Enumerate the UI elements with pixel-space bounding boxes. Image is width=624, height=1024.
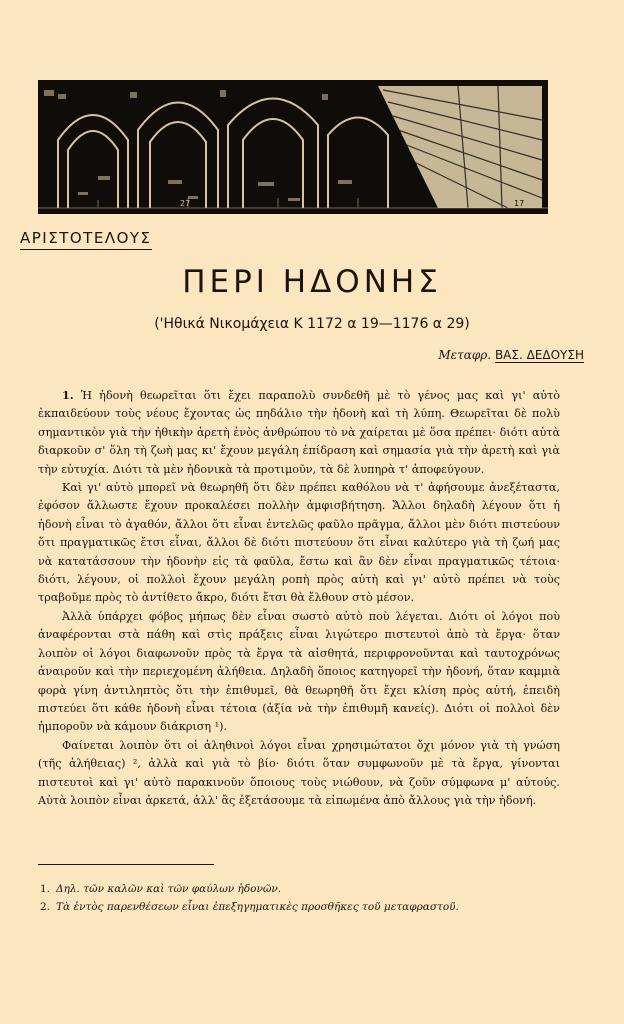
footnote-number: 1.: [40, 883, 51, 895]
author-heading: ΑΡΙΣΤΟΤΕΛΟΥΣ: [20, 229, 152, 250]
paragraph-3: Ἀλλὰ ὑπάρχει φόβος μήπως δὲν εἶναι σωστὸ αὐτὸ ποὺ λέγεται. Διότι οἱ λόγοι ποὺ ἀναφέρονται στὰ πάθη καὶ στὶς πράξεις εἶναι λιγώτερο πιστευτοὶ ἀπὸ τὰ ἔργα· ὅταν λοιπὸν οἱ λόγοι διαφωνοῦν πρὸς τὰ ἔργα τὰ αἰσθητά, περιφρονοῦνται καὶ ταυτοχρόνως ἀναιροῦν καὶ τὴν περιεχομένη ἀλήθεια. Δηλαδὴ ὅποιος κατηγορεῖ τὴν ἡδονή, ὅταν καμμιὰ φορὰ γίνη ἀντιληπτὸς ὅτι τὴν ἐπιθυμεῖ, θὰ θεωρηθῆ ὅτι ἔχει κλίση πρὸς αὐτή, ἐπειδὴ πιστεύει ὅτι κάθε ἡδονὴ εἶναι τέτοια (ἀξία νὰ τὴν ἐπιθυμῆ κανείς). Διότι οἱ πολλοὶ δὲν ἠμποροῦν νὰ κάμουν διάκριση ¹).: [38, 609, 560, 734]
woodcut-illustration: [38, 80, 548, 214]
footnote-text: Τὰ ἐντὸς παρενθέσεων εἶναι ἐπεξηγηματικὲς προσθῆκες τοῦ μεταφραστοῦ.: [56, 901, 459, 913]
footnotes: [40, 880, 560, 916]
section-number: 1.: [62, 388, 74, 402]
church-interior-engraving-icon: [38, 80, 548, 214]
paragraph-2: Καὶ γι' αὐτὸ μπορεῖ νὰ θεωρηθῆ ὅτι δὲν πρέπει καθόλου νὰ τ' ἀφήσουμε ἀνεξέταστα, ἐφόσον ἄλλωστε ἔχουν προκαλέσει πολλὴν ἀμφισβήτηση. Ἄλλοι δηλαδὴ λέγουν ὅτι ἡ ἡδονὴ εἶναι τὸ ἀγαθόν, ἄλλοι ὅτι εἶναι ἐντελῶς φαῦλο πρᾶγμα, ἄλλοι μὲν διότι πιστεύουν ὅτι πραγματικῶς ἔτσι εἶναι, ἄλλοι δὲ διότι πιστεύουν ὅτι εἶναι καλύτερο γιὰ τὴ ζωή μας νὰ κατατάσσουν τὴν ἡδονὴν εἰς τὰ φαῦλα, ἔστω καὶ ἂν δὲν εἶναι πραγματικῶς τέτοια· διότι, λέγουν, οἱ πολλοὶ ἔχουν μεγάλη ροπὴ πρὸς αὐτὴ καὶ γι' αὐτὸ πρέπει νὰ τοὺς τραβοῦμε πρὸς τὸ ἀντίθετο ἄκρο, διότι ἔτσι θὰ ἔλθουν στὸ μέσον.: [38, 481, 560, 605]
paragraph-4: Φαίνεται λοιπὸν ὅτι οἱ ἀληθινοὶ λόγοι εἶναι χρησιμώτατοι ὄχι μόνον γιὰ τὴ γνώση (τῆς ἀλήθειας) ², ἀλλὰ καὶ γιὰ τὸ βίο· διότι ὅταν συμφωνοῦν μὲ τὰ ἔργα, γίνονται πιστευτοὶ καὶ γι' αὐτὸ παρακινοῦν ὅποιους τοὺς νιώθουν, νὰ ζοῦν σύμφωνα μ' αὐτούς. Αὐτὰ λοιπὸν εἶναι ἀρκετά, ἀλλ' ἂς ἐξετάσουμε τὰ εἰπωμένα ἀπὸ ἄλλους γιὰ τὴν ἡδονή.: [38, 738, 560, 807]
woodcut-signature-left: 27: [180, 199, 191, 208]
translator-label: Μεταφρ.: [438, 348, 492, 362]
paragraph-1-text: Ἡ ἡδονὴ θεωρεῖται ὅτι ἔχει παραπολὺ συνδεθῆ μὲ τὸ γένος μας καὶ γι' αὐτὸ ἐκπαιδεύουν τοὺς νέους ἔχοντας ὡς πηδάλιο τὴν ἡδονὴ καὶ τὴ λύπη. Θεωρεῖται δὲ πολὺ σημαντικὸν γιὰ τὴν ἠθικὴν ἀρετὴ ἑνὸς ἀνθρώπου τὸ νὰ χαίρεται μὲ ὅσα πρέπει· διότι αὐτὰ διαρκοῦν σ' ὅλη τὴ ζωὴ μας κι' ἔχουν μεγάλη ἐπίδραση καὶ σημασία γιὰ τὴν ἀρετὴ καὶ γιὰ τὴν εὐτυχία. Διότι τὰ μὲν ἡδονικὰ τὰ προτιμοῦν, τὰ δὲ λυπηρὰ τ' ἀποφεύγουν.: [38, 389, 560, 476]
translator-credit: [438, 348, 584, 362]
footnote-1: [40, 880, 560, 898]
translator-name: ΒΑΣ. ΔΕΔΟΥΣΗ: [494, 348, 584, 362]
footnote-text: Δηλ. τῶν καλῶν καὶ τῶν φαύλων ἡδονῶν.: [56, 883, 282, 895]
paragraph-1: [38, 386, 560, 479]
main-text: [38, 386, 560, 810]
footnote-divider: [38, 864, 214, 865]
source-reference: ('Ηθικά Νικομάχεια Κ 1172 α 19—1176 α 29): [154, 316, 470, 332]
footnote-2: [40, 898, 560, 916]
footnote-number: 2.: [40, 901, 51, 913]
woodcut-signature-right: 17: [514, 199, 525, 208]
page-title: ΠΕΡΙ ΗΔΟΝΗΣ: [182, 264, 442, 300]
